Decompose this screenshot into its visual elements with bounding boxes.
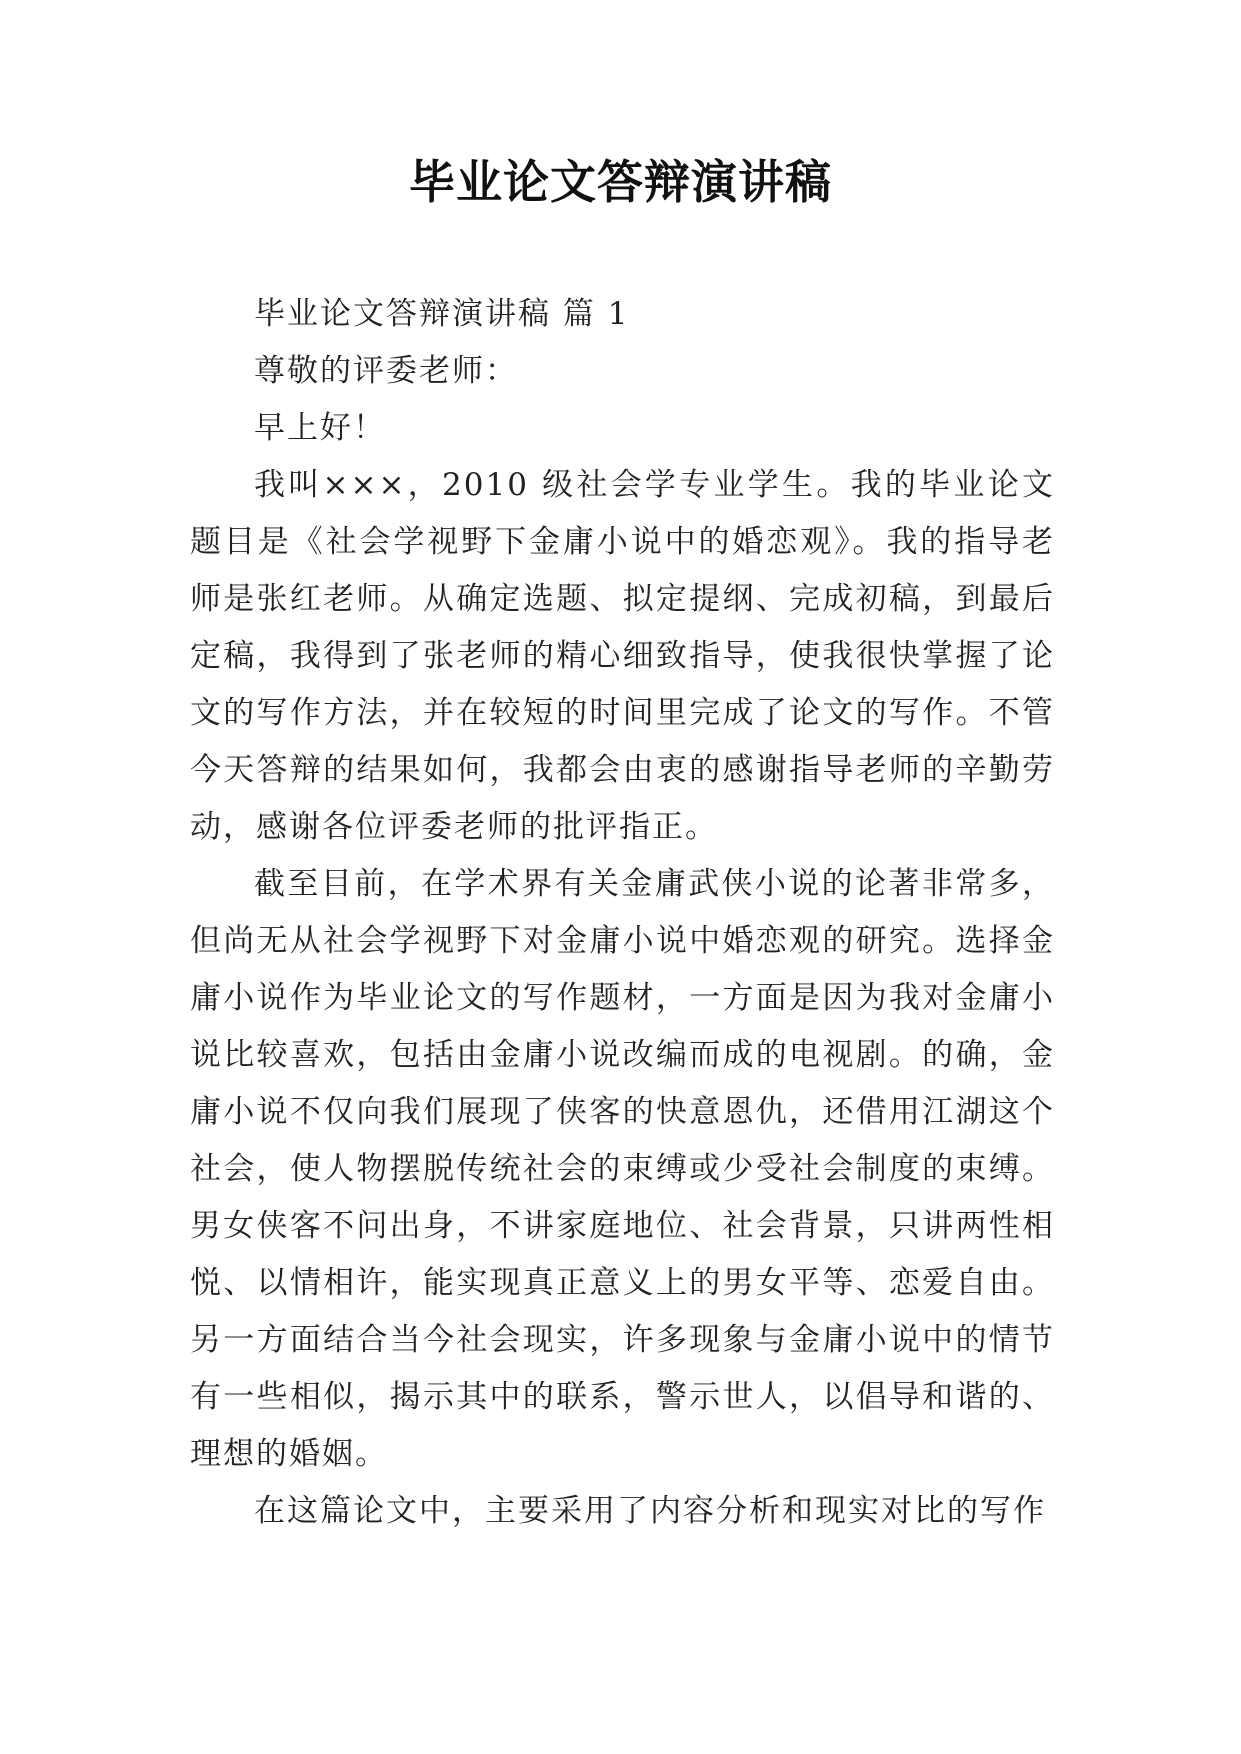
greeting: 早上好！: [254, 410, 386, 446]
section-heading: 毕业论文答辩演讲稿 篇 1: [254, 296, 630, 332]
paragraph-methods: 在这篇论文中，主要采用了内容分析和现实对比的写作: [254, 1493, 1046, 1529]
document-body: [190, 286, 1055, 1540]
paragraph-topic-rationale: 截至目前，在学术界有关金庸武侠小说的论著非常多，但尚无从社会学视野下对金庸小说中婚恋观的研究。选择金庸小说作为毕业论文的写作题材，一方面是因为我对金庸小说比较喜欢，包括由金庸小说改编而成的电视剧。的确，金庸小说不仅向我们展现了侠客的快意恩仇，还借用江湖这个社会，使人物摆脱传统社会的束缚或少受社会制度的束缚。男女侠客不问出身，不讲家庭地位、社会背景，只讲两性相悦、以情相许，能实现真正意义上的男女平等、恋爱自由。另一方面结合当今社会现实，许多现象与金庸小说中的情节有一些相似，揭示其中的联系，警示世人，以倡导和谐的、理想的婚姻。: [190, 866, 1055, 1472]
salutation: 尊敬的评委老师：: [254, 353, 518, 389]
document-title: 毕业论文答辩演讲稿: [409, 155, 832, 209]
paragraph-introduction: 我叫×××，2010 级社会学专业学生。我的毕业论文题目是《社会学视野下金庸小说中的婚恋观》。我的指导老师是张红老师。从确定选题、拟定提纲、完成初稿，到最后定稿，我得到了张老师的精心细致指导，使我很快掌握了论文的写作方法，并在较短的时间里完成了论文的写作。不管今天答辩的结果如何，我都会由衷的感谢指导老师的辛勤劳动，感谢各位评委老师的批评指正。: [190, 467, 1055, 845]
